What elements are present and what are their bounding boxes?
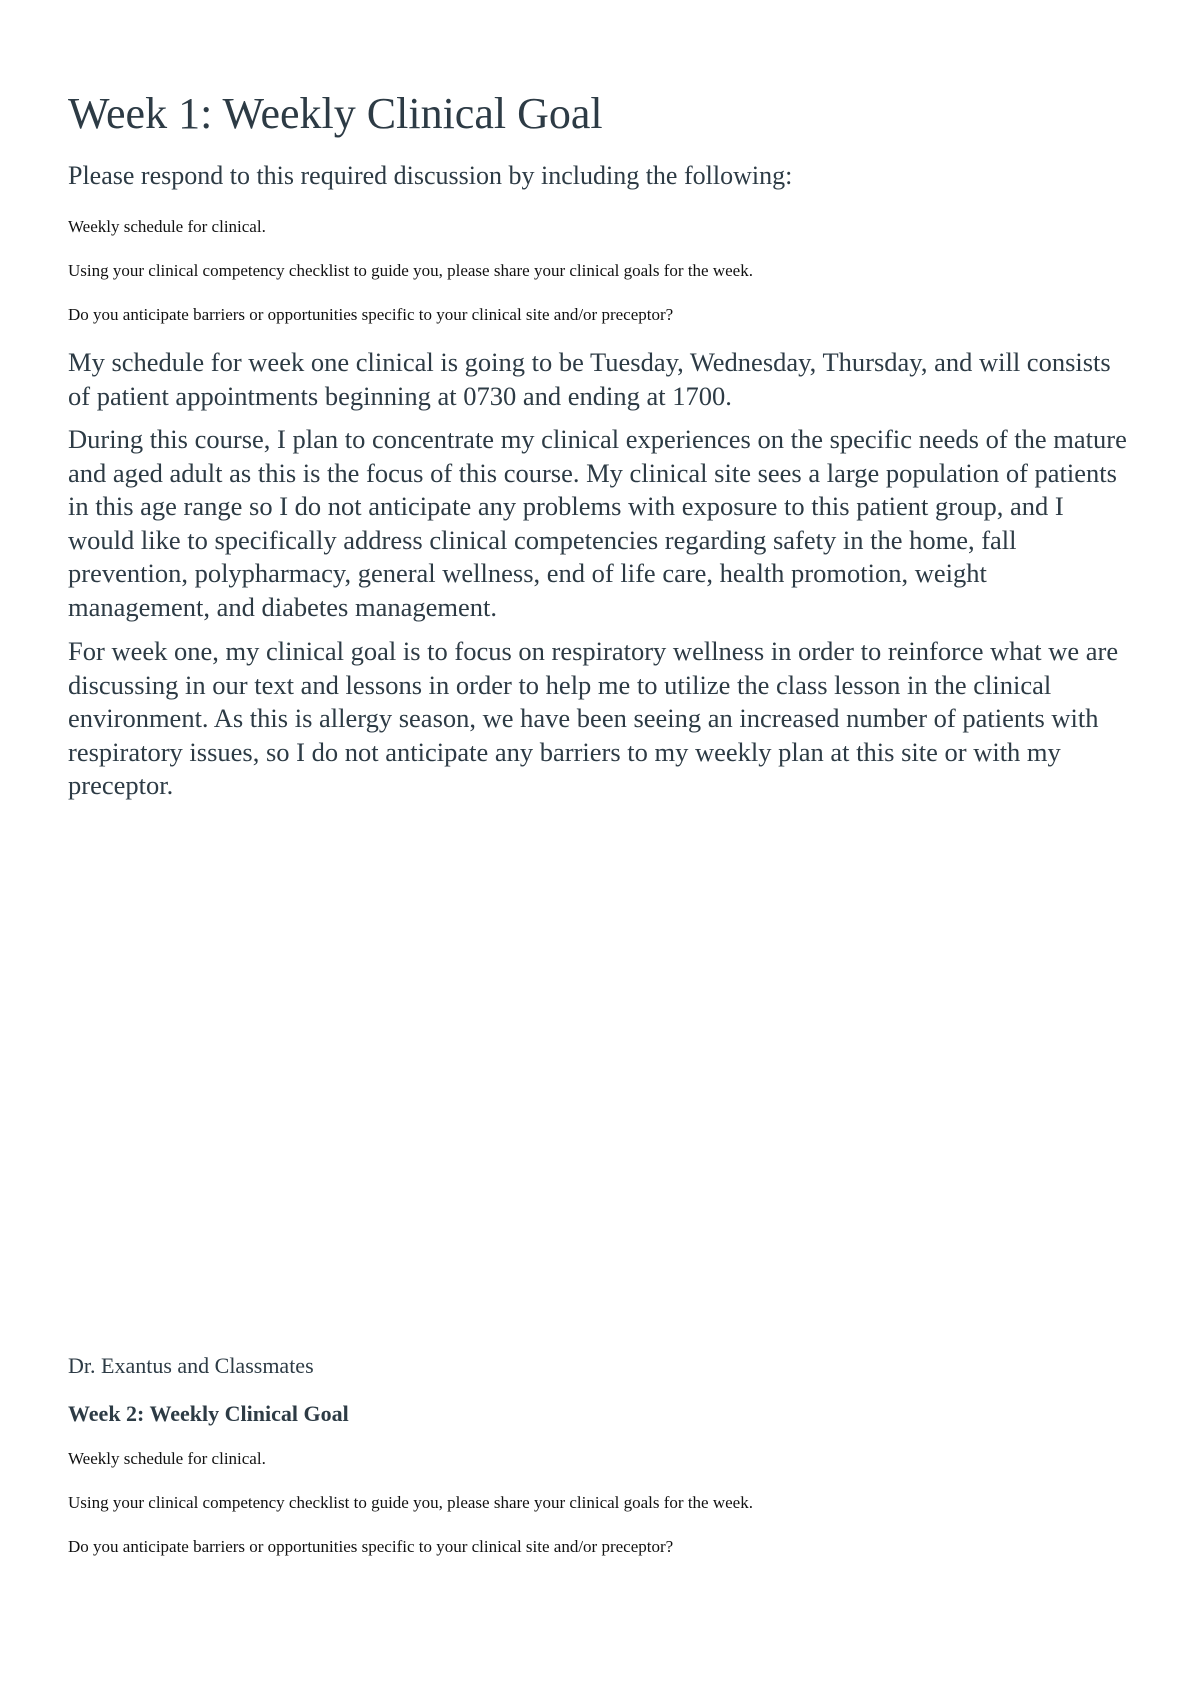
week2-item-goals: Using your clinical competency checklist to guide you, please share your clinical goals for the week. xyxy=(68,1493,753,1512)
week1-prompt: Please respond to this required discussion by including the following: xyxy=(68,161,793,190)
week2-item-barriers: Do you anticipate barriers or opportunities specific to your clinical site and/or preceptor? xyxy=(68,1537,674,1556)
week1-item-goals: Using your clinical competency checklist to guide you, please share your clinical goals for the week. xyxy=(68,261,753,280)
week2-title: Week 2: Weekly Clinical Goal xyxy=(68,1401,349,1426)
week1-paragraph-focus: During this course, I plan to concentrate my clinical experiences on the specific needs of the mature and aged adult as this is the focus of this course. My clinical site sees a large population of patients in this age range so I do not anticipate any problems with exposure to this patient group, and I would like to specifically address clinical competencies regarding safety in the home, fall prevention, polypharmacy, general wellness, end of life care, health promotion, weight management, and diabetes management. xyxy=(68,424,1127,622)
week1-item-schedule: Weekly schedule for clinical. xyxy=(68,217,266,236)
week2-greeting: Dr. Exantus and Classmates xyxy=(68,1353,314,1378)
week1-paragraph-schedule: My schedule for week one clinical is going to be Tuesday, Wednesday, Thursday, and will consists of patient appointments beginning at 0730 and ending at 1700. xyxy=(68,347,1111,411)
week2-item-schedule: Weekly schedule for clinical. xyxy=(68,1449,266,1468)
week1-paragraph-goal: For week one, my clinical goal is to focus on respiratory wellness in order to reinforce what we are discussing in our text and lessons in order to help me to utilize the class lesson in the clinical environment. As this is allergy season, we have been seeing an increased number of patients with respiratory issues, so I do not anticipate any barriers to my weekly plan at this site or with my preceptor. xyxy=(68,636,1119,800)
week1-item-barriers: Do you anticipate barriers or opportunities specific to your clinical site and/or preceptor? xyxy=(68,305,674,324)
week1-title: Week 1: Weekly Clinical Goal xyxy=(68,89,603,138)
